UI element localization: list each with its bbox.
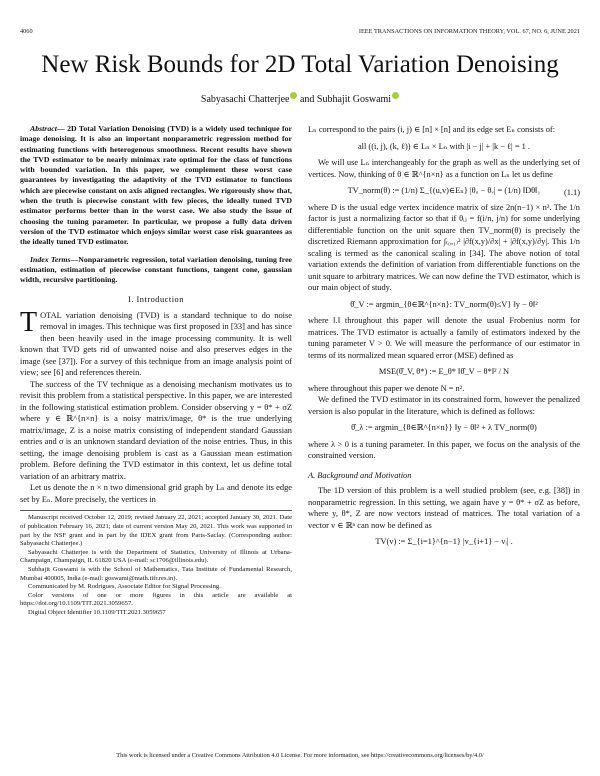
- equation: θ̂_V := argmin_{θ∈ℝ^{n×n}: TV_norm(θ)≤V} ‖y − θ‖²: [350, 299, 538, 309]
- orcid-icon[interactable]: [290, 92, 297, 99]
- index-terms-label: Index Terms: [30, 254, 71, 264]
- body-paragraph: We defined the TVD estimator in its constrained form, however the penalized version is also popular in the literature, which is defined as follows:: [308, 395, 580, 416]
- license-footer[interactable]: This work is licensed under a Creative Commons Attribution 4.0 License. For more information, see https://creativecommons.org/licenses/by/4.0/: [116, 752, 484, 759]
- body-paragraph: where ‖.‖ throughout this paper will denote the usual Frobenius norm for matrices. The TVD estimator is actually a family of estimators indexed by the tuning parameter V > 0. We will measure the performance of our estimator in terms of its normalized mean squared error (MSE) defined as: [308, 316, 580, 360]
- footnote: Communicated by M. Rodrigues, Associate Editor for Signal Processing.: [28, 583, 221, 591]
- body-paragraph: where throughout this paper we denote N = n².: [308, 383, 465, 393]
- section-heading: I. Introduction: [128, 295, 184, 305]
- body-paragraph: Let us denote the n × n two dimensional grid graph by Lₙ and denote its edge set by Eₙ. More precisely, the vertices in: [20, 483, 292, 504]
- footnote: Sabyasachi Chatterjee is with the Department of Statistics, University of Illinois at Urbana-Champaign, Champaign, IL 61820 USA (e-mail: sc1706@illinois.edu).: [20, 548, 292, 565]
- drop-cap: T: [20, 306, 38, 338]
- author-name: Sabyasachi Chatterjee: [200, 94, 290, 105]
- footnotes: [20, 510, 292, 617]
- author-name: Subhajit Goswami: [316, 94, 392, 105]
- index-terms-text: —Nonparametric regression, total variation denoising, tuning free estimation, estimation of piecewise constant functions, tangent cone, gaussian width, recursive partitioning.: [20, 254, 292, 285]
- body-paragraph: Lₙ correspond to the pairs (i, j) ∈ [n] × [n] and its edge set Eₙ consists of:: [308, 125, 556, 134]
- equation: MSE(θ̂_V, θ*) := E_θ* ‖θ̂_V − θ*‖² / N: [378, 367, 510, 376]
- running-header: [20, 28, 580, 40]
- abstract-text: — 2D Total Variation Denoising (TVD) is a widely used technique for image denoising. It is also an important nonparametric regression method for estimating functions with heterogenous smoothness. Recent results have shown the TVD estimator to be nearly minimax rate optimal for the class of functions with bounded variation. In this paper, we complement these worst case guarantees by investigating the adaptivity of the TVD estimator to functions which are piecewise constant on axis aligned rectangles. We rigorously show that, when the truth is piecewise constant with few pieces, the ideally tuned TVD estimator performs better than in the worst case. We also study the issue of choosing the tuning parameter. In particular, we propose a fully data driven version of the TVD estimator which enjoys similar worst case risk guarantees as the ideally tuned TVD estimator.: [20, 124, 292, 247]
- body-paragraph: where λ > 0 is a tuning parameter. In this paper, we focus on the analysis of the constrained version.: [308, 439, 580, 460]
- abstract-label: Abstract: [30, 124, 57, 133]
- body-paragraph: where D is the usual edge vertex incidence matrix of size 2n(n−1) × n². The 1/n factor is just a normalizing factor so that if θᵢⱼ = f(i/n, j/n) for some underlying differentiable function on the unit square then TV_norm(θ) is precisely the discretized Riemann approximation for ∫₍₀,₁₎² |∂f(x,y)/∂x| + |∂f(x,y)/∂y|. This 1/n scaling is termed as the canonical scaling in [34]. The above notion of total variation extends the definition of variation from differentiable functions on the unit square to arbitrary matrices. We can now define the TVD estimator, which is our main object of study.: [308, 202, 580, 292]
- equation: [308, 185, 580, 197]
- body-paragraph: We will use Lₙ interchangeably for the graph as well as the underlying set of vertices. Now, thinking of θ ∈ ℝ^{n×n} as a function on Lₙ let us define: [308, 158, 580, 179]
- index-terms: [20, 255, 292, 286]
- intro-paragraph-text: OTAL variation denoising (TVD) is a standard technique to do noise removal in images. This technique was first proposed in [33] and has since then been heavily used in the image processing community. It is well known that TVD gets rid of unwanted noise and also preserves edges in the image (see [37]). For a survey of this technique from an image analysis point of view; see [6] and references therein.: [20, 310, 292, 378]
- equation-number: (1.1): [563, 188, 580, 197]
- equation-body: TV_norm(θ) := (1/n) Σ_{(u,v)∈Eₙ} |θᵤ − θᵥ| = (1/n) ‖Dθ‖₁: [347, 186, 541, 195]
- body-paragraph: The 1D version of this problem is a well studied problem (see, e.g. [38]) in nonparametric regression. In this setting, we again have y = θ* + σZ as before, where y, θ*, Z are now vectors instead of matrices. The total variation of a vector v ∈ ℝⁿ can now be defined as: [308, 486, 580, 530]
- paper-title: New Risk Bounds for 2D Total Variation Denoising: [41, 51, 559, 78]
- equation: θ̂_λ := argmin_{θ∈ℝ^{n×n}} ‖y − θ‖² + λ TV_norm(θ): [351, 423, 537, 432]
- abstract: [20, 124, 292, 248]
- footnote[interactable]: Color versions of one or more figures in this article are available at https://doi.org/10.1109/TIT.2021.3059657.: [20, 591, 292, 608]
- page-number: 4060: [20, 28, 33, 35]
- footnote: Manuscript received October 12, 2019; revised January 22, 2021; accepted January 30, 2021. Date of publication February 16, 2021; date of current version May 20, 2021. This work was supported in part by the NSF grant and in part by the IDEX grant from Paris-Saclay. (Corresponding author: Sabyasachi Chatterjee.): [20, 514, 292, 548]
- subsection-heading: A. Background and Motivation: [308, 470, 412, 480]
- author-conjunction: and: [299, 94, 315, 105]
- journal-header: IEEE TRANSACTIONS ON INFORMATION THEORY, VOL. 67, NO. 6, JUNE 2021: [358, 28, 580, 35]
- equation: TV(v) := Σ_{i=1}^{n−1} |v_{i+1} − vᵢ| .: [375, 537, 513, 546]
- author-line: [20, 92, 580, 105]
- footnote: Subhajit Goswami is with the School of Mathematics, Tata Institute of Fundamental Research, Mumbai 400005, India (e-mail: goswami@math.tifr.res.in).: [20, 566, 292, 582]
- intro-paragraph: [20, 306, 292, 379]
- right-column: [308, 124, 580, 553]
- body-paragraph: The success of the TV technique as a denoising mechanism motivates us to revisit this problem from a statistical perspective. In this paper, we are interested in the following statistical estimation problem. Consider observing y = θ* + σZ where y ∈ ℝ^{n×n} is a noisy matrix/image, θ* is the true underlying matrix/image, Z is a noise matrix consisting of independent standard Gaussian entries and σ is an unknown standard deviation of the noise entries. Thus, in this setting, the image denoising problem is cast as a Gaussian mean estimation problem. Before defining the TVD estimator in this context, let us define total variation of an arbitrary matrix.: [20, 379, 292, 481]
- footnote: Digital Object Identifier 10.1109/TIT.2021.3059657: [28, 608, 166, 616]
- equation: all ((i, j), (k, ℓ)) ∈ Lₙ × Lₙ with |i − j| + |k − ℓ| = 1 .: [357, 141, 531, 151]
- left-column: [20, 124, 292, 618]
- orcid-icon[interactable]: [392, 92, 399, 99]
